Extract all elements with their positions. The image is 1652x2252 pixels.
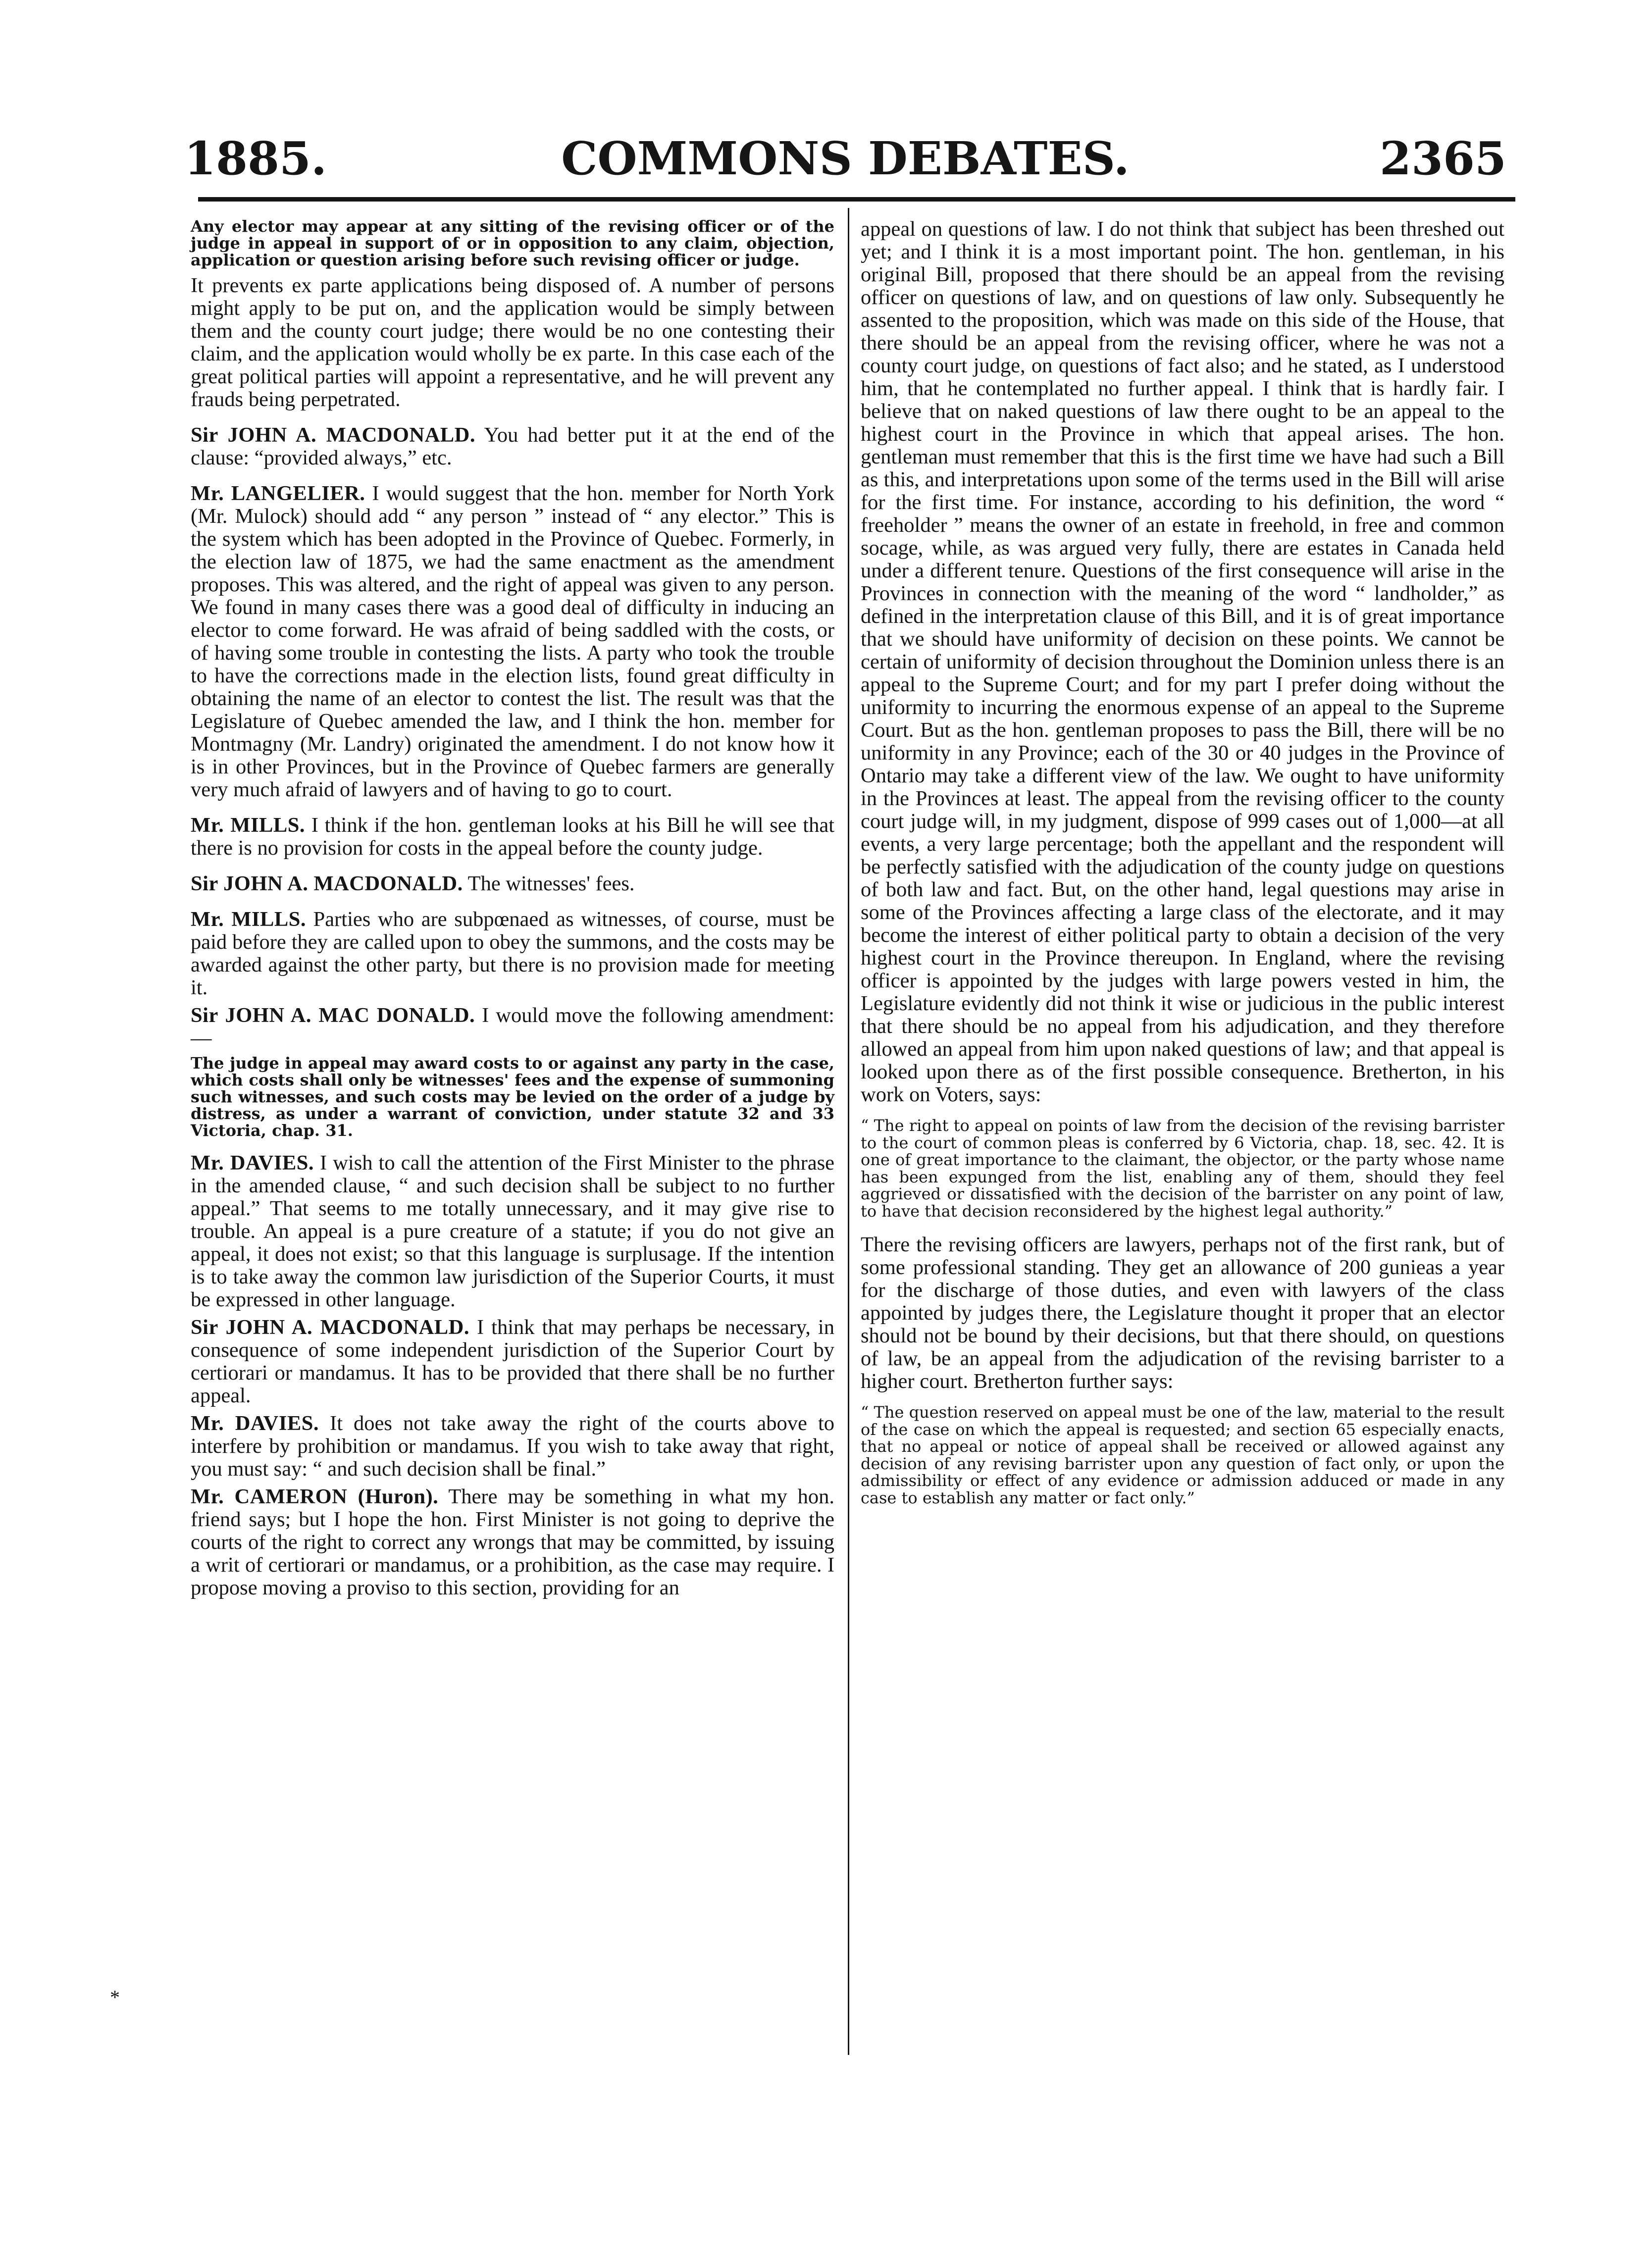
speech — [191, 1412, 834, 1481]
paragraph: appeal on questions of law. I do not think that subject has been threshed out yet; and I think it is a most important point. The hon. gentleman, in his original Bill, proposed that there should be an appeal from the revising officer on questions of law, and on questions of law only. Subsequently he assented to the proposition, which was made on this side of the House, that there should be an appeal from the revising officer, where he was not a county court judge, on questions of fact also; and he stated, as I understood him, that he contemplated no further appeal. I think that is hardly fair. I believe that on naked questions of law there ought to be an appeal to the highest court in the Province in which that appeal arises. The hon. gentleman must remember that this is the first time we have had such a Bill as this, and interpretations upon some of the terms used in the Bill will arise for the first time. For instance, according to his definition, the word “ freeholder ” means the owner of an estate in freehold, in free and common socage, while, as was argued very fully, there are estates in Canada held under a different tenure. Questions of the first consequence will arise in the Provinces in connection with the meaning of the word “ landholder,” as defined in the interpretation clause of this Bill, and it is of great importance that we should have uniformity of decision on these points. We cannot be certain of uniformity of decision throughout the Dominion unless there is an appeal to the Supreme Court; and for my part I prefer doing without the uniformity to incurring the enormous expense of an appeal to the Supreme Court. But as the hon. gentleman proposes to pass the Bill, there will be no uniformity in any Province; each of the 30 or 40 judges in the Province of Ontario may take a different view of the law. We ought to have uniformity in the Provinces at least. The appeal from the revising officer to the county court judge will, in my judgment, dispose of 999 cases out of 1,000—at all events, a very large percentage; both the appellant and the respondent will be perfectly satisfied with the adjudication of the county judge on questions of both law and fact. But, on the other hand, legal questions may arise in some of the Provinces affecting a large class of the electorate, and it may become the interest of either political party to obtain a decision of the very highest court in the Province thereupon. In England, where the revising officer is appointed by the judges with large powers vested in him, the Legislature evidently did not think it wise or judicious in the public interest that there should be no appeal from his adjudication, and they therefore allowed an appeal from him upon naked questions of law; and that appeal is looked upon there as of the first possible consequence. Bretherton, in his work on Voters, says: — [861, 217, 1504, 1106]
margin-mark: * — [110, 1986, 120, 2008]
speech — [191, 424, 834, 469]
speaker-name: Mr. CAMERON (Huron). — [191, 1485, 439, 1508]
speech-text: The witnesses' fees. — [467, 872, 635, 895]
speaker-name: Sir JOHN A. MACDONALD. — [191, 1316, 469, 1339]
clause-text: Any elector may appear at any sitting of the revising officer or of the judge in appeal in support of or in opposition to any claim, objection, application or question arising before such revising officer or judge. — [191, 217, 834, 269]
header-page-number: 2365 — [1379, 132, 1506, 185]
speech-text: I think if the hon. gentleman looks at his Bill he will see that there is no provision for costs in the appeal before the county judge. — [191, 814, 834, 860]
speech — [191, 814, 834, 860]
block-quote: “ The question reserved on appeal must be one of the law, material to the result of the case on which the appeal is requested; and section 65 especially enacts, that no appeal or notice of appeal shall be received or allowed against any decision of any revising barrister upon any question of fact only, or upon the admissibility or effect of any evidence or admission adduced or made in any case to establish any matter or fact only.” — [861, 1403, 1504, 1507]
left-column — [191, 218, 834, 1604]
speech-text: I would suggest that the hon. member for North York (Mr. Mulock) should add “ any person ” instead of “ any elector.” This is the system which has been adopted in the Province of Quebec. Formerly, in the election law of 1875, we had the same enactment as the amendment proposes. This was altered, and the right of appeal was given to any person. We found in many cases there was a good deal of difficulty in inducing an elector to come forward. He was afraid of being saddled with the costs, or of having some trouble in contesting the lists. A party who took the trouble to have the corrections made in the election lists, found great difficulty in obtaining the name of an elector to contest the list. The result was that the Legislature of Quebec amended the law, and I think the hon. member for Montmagny (Mr. Landry) originated the amendment. I do not know how it is in other Provinces, but in the Province of Quebec farmers are generally very much afraid of lawyers and of having to go to court. — [191, 482, 835, 801]
speech — [191, 1004, 834, 1050]
speech — [191, 1316, 834, 1407]
speech — [191, 872, 834, 895]
column-divider — [848, 208, 849, 2055]
speech — [191, 482, 834, 801]
speech — [191, 1485, 834, 1599]
right-column — [861, 218, 1504, 1520]
header-rule — [198, 197, 1515, 202]
speech-text: I wish to call the attention of the First Minister to the phrase in the amended clause, “ and such decision shall be subject to no further appeal.” That seems to me totally unnecessary, and it may give rise to trouble. An appeal is a pure creature of a statute; if you do not give an appeal, it does not exist; so that this language is surplusage. If the intention is to take away the common law jurisdiction of the Superior Courts, it must be expressed in other language. — [191, 1151, 834, 1311]
speaker-name: Mr. DAVIES. — [191, 1151, 314, 1175]
speech-text: You had better put it at the end of the clause: “provided always,” etc. — [191, 423, 834, 469]
paragraph: There the revising officers are lawyers, perhaps not of the first rank, but of some professional standing. They get an allowance of 200 gunieas a year for the discharge of those duties, and even with lawyers of the class appointed by judges there, the Legislature thought it proper that an elector should not be bound by their decisions, but that there should, on questions of law, be an appeal from the adjudication of the revising barrister to a higher court. Bretherton further says: — [861, 1233, 1504, 1393]
speech-text: I think that may perhaps be necessary, in consequence of some independent jurisdiction of the Superior Court by certiorari or mandamus. It has to be provided that there shall be no further appeal. — [191, 1316, 834, 1407]
speaker-name: Sir JOHN A. MACDONALD. — [191, 872, 463, 895]
speech-text: It does not take away the right of the courts above to interfere by prohibition or mandamus. If you wish to take away that right, you must say: “ and such decision shall be final.” — [191, 1412, 835, 1481]
speech-text: I would move the following amendment:— — [191, 1004, 834, 1050]
speaker-name: Sir JOHN A. MACDONALD. — [191, 423, 475, 447]
speaker-name: Mr. LANGELIER. — [191, 482, 365, 505]
speech-text: There may be something in what my hon. friend says; but I hope the hon. First Minister is not going to deprive the courts of the right to correct any wrongs that may be committed, by issuing a writ of certiorari or mandamus, or a prohibition, as the case may require. I propose moving a proviso to this section, providing for an — [191, 1485, 834, 1599]
speaker-name: Mr. MILLS. — [191, 814, 306, 837]
amendment-text: The judge in appeal may award costs to or against any party in the case, which costs shall only be witnesses' fees and the expense of summoning such witnesses, and such costs may be levied on the order of a judge by distress, as under a warrant of conviction, under statute 32 and 33 Victoria, chap. 31. — [191, 1054, 834, 1140]
speaker-name: Sir JOHN A. MAC DONALD. — [191, 1004, 475, 1027]
paragraph: It prevents ex parte applications being disposed of. A number of persons might apply to be put on, and the application would be simply between them and the county court judge; there would be no one contesting their claim, and the application would wholly be ex parte. In this case each of the great political parties will appoint a representative, and he will prevent any frauds being perpetrated. — [191, 274, 834, 411]
block-quote: “ The right to appeal on points of law from the decision of the revising barrister to the court of common pleas is conferred by 6 Victoria, chap. 18, sec. 42. It is one of great importance to the claimant, the objector, or the party whose name has been expunged from the list, enabling any of them, should they feel aggrieved or dissatisfied with the decision of the barrister on any point of law, to have that decision reconsidered by the highest legal authority.” — [861, 1116, 1504, 1221]
speech — [191, 1152, 834, 1311]
speech-text: Parties who are subpœnaed as witnesses, of course, must be paid before they are called upon to obey the summons, and the costs may be awarded against the other party, but there is no provision made for meeting it. — [191, 908, 834, 999]
speaker-name: Mr. MILLS. — [191, 908, 306, 931]
header-year: 1885. — [184, 132, 327, 185]
header-title: COMMONS DEBATES. — [561, 132, 1130, 185]
speaker-name: Mr. DAVIES. — [191, 1412, 319, 1435]
page-header — [184, 129, 1506, 188]
speech — [191, 908, 834, 999]
